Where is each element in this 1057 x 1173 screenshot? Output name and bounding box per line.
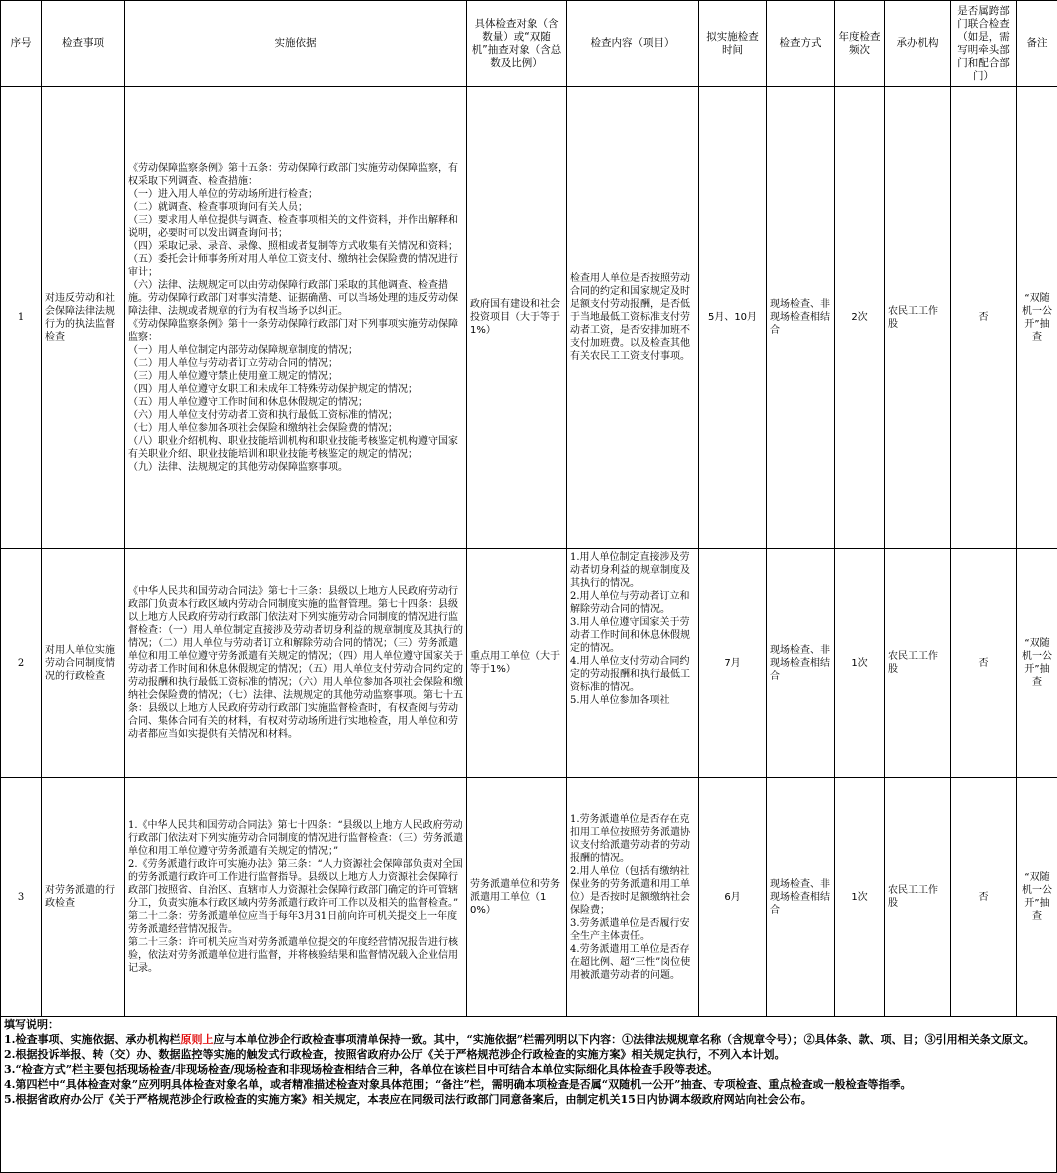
row-frequency: 1次 [835, 778, 885, 1017]
basis-line: （一）用人单位制定内部劳动保障规章制度的情况； [128, 344, 358, 356]
basis-line: （五）用人单位遵守工作时间和休息休假规定的情况； [128, 396, 368, 408]
filling-instructions [0, 1016, 1057, 1173]
note-1 [4, 1032, 1053, 1047]
row-joint: 否 [951, 778, 1017, 1017]
row-content [567, 549, 699, 778]
header-row [1, 1, 1057, 87]
content-line: 3.劳务派遣单位是否履行安全生产主体责任。 [570, 917, 690, 942]
notes-title: 填写说明： [4, 1018, 59, 1031]
content-line: 2.用人单位（包括有缴纳社保业务的劳务派遣和用工单位）是否按时足额缴纳社会保险费； [570, 865, 690, 916]
row-basis [125, 87, 467, 549]
row-org: 农民工工作股 [885, 87, 951, 549]
content-line: 4.用人单位支付劳动合同约定的劳动报酬和执行最低工资标准的情况。 [570, 656, 690, 693]
basis-line: 《劳动保障监察条例》第十五条：劳动保障行政部门实施劳动保障监察，有权采取下列调查、检查措施： [128, 162, 458, 187]
table-row [1, 778, 1057, 1017]
content-line: 2.用人单位与劳动者订立和解除劳动合同的情况。 [570, 591, 690, 615]
header-target: 具体检查对象（含数量）或“双随机”抽查对象（含总数及比例） [467, 1, 567, 87]
content-line: 检查用人单位是否按照劳动合同的约定和国家规定及时足额支付劳动报酬，是否低于当地最低工资标准支付劳动者工资，是否安排加班不支付加班费。以及检查其他有关农民工工资支付事项。 [570, 273, 690, 362]
row-remark: “双随机一公开”抽查 [1017, 778, 1057, 1017]
content-line: 1.劳务派遣单位是否存在克扣用工单位按照劳务派遣协议支付给派遣劳动者的劳动报酬的情况。 [570, 813, 690, 864]
basis-line: 1.《中华人民共和国劳动合同法》第七十四条：“县级以上地方人民政府劳动行政部门依法对下列实施劳动合同制度的情况进行监督检查：（三）劳务派遣单位和用工单位遵守劳务派遣有关规定的情况；” [128, 820, 463, 857]
basis-line: （五）委托会计师事务所对用人单位工资支付、缴纳社会保险费的情况进行审计； [128, 253, 458, 278]
basis-line: （三）要求用人单位提供与调查、检查事项相关的文件资料，并作出解释和说明，必要时可以发出调查询问书； [128, 214, 458, 239]
basis-line: 《劳动保障监察条例》第十一条劳动保障行政部门对下列事项实施劳动保障监察： [128, 318, 458, 343]
row-no: 1 [1, 87, 42, 549]
row-remark: “双随机一公开”抽查 [1017, 87, 1057, 549]
row-frequency: 2次 [835, 87, 885, 549]
basis-line: （九）法律、法规规定的其他劳动保障监察事项。 [128, 461, 348, 473]
basis-line: 2.《劳务派遣行政许可实施办法》第三条：“人力资源社会保障部负责对全国的劳务派遣行政许可工作进行监督指导。县级以上地方人力资源社会保障行政部门按照省、自治区、直辖市人力资源社会保障行政部门确定的许可管辖分工，负责实施本行政区域内劳务派遣行政许可工作以及相关的监督检查。” [128, 859, 463, 909]
note-1-text-cont: 应与本单位涉企行政检查事项清单保持一致。其中，“实施依据”栏需列明以下内容：①法律法规规章名称（含规章令号）；②具体条、款、项、目；③引用相关条文原文。 [213, 1033, 1035, 1046]
basis-line: （二）就调查、检查事项询问有关人员； [128, 201, 308, 213]
row-frequency: 1次 [835, 549, 885, 778]
basis-line: （二）用人单位与劳动者订立劳动合同的情况； [128, 357, 338, 369]
row-time: 5月、10月 [699, 87, 767, 549]
row-method: 现场检查、非现场检查相结合 [767, 87, 835, 549]
basis-line: （七）用人单位参加各项社会保险和缴纳社会保险费的情况； [128, 422, 398, 434]
row-basis [125, 778, 467, 1017]
basis-line: （三）用人单位遵守禁止使用童工规定的情况； [128, 370, 338, 382]
row-target: 政府国有建设和社会投资项目（大于等于1%） [467, 87, 567, 549]
row-time: 7月 [699, 549, 767, 778]
row-no: 2 [1, 549, 42, 778]
row-time: 6月 [699, 778, 767, 1017]
basis-line: （六）用人单位支付劳动者工资和执行最低工资标准的情况； [128, 409, 398, 421]
content-line: 4.劳务派遣用工单位是否存在超比例、超“三性”岗位使用被派遣劳动者的问题。 [570, 943, 691, 981]
basis-line: （八）职业介绍机构、职业技能培训机构和职业技能考核鉴定机构遵守国家有关职业介绍、职业技能培训和职业技能考核鉴定的规定的情况； [128, 435, 458, 460]
note-5: 5.根据省政府办公厅《关于严格规范涉企行政检查的实施方案》相关规定，本表应在同级司法行政部门同意备案后，由制定机关15日内协调本级政府网站向社会公布。 [4, 1093, 812, 1106]
header-basis: 实施依据 [125, 1, 467, 87]
basis-line: 第二十二条：劳务派遣单位应当于每年3月31日前向许可机关提交上一年度劳务派遣经营情况报告。 [128, 911, 458, 935]
note-3: 3.“检查方式”栏主要包括现场检查/非现场检查/现场检查和非现场检查相结合三种，各单位在该栏目中可结合本单位实际细化具体检查手段等表述。 [4, 1063, 719, 1076]
row-content [567, 87, 699, 549]
row-item: 对用人单位实施劳动合同制度情况的行政检查 [42, 549, 125, 778]
header-remark: 备注 [1017, 1, 1057, 87]
row-method: 现场检查、非现场检查相结合 [767, 549, 835, 778]
row-item: 对劳务派遣的行政检查 [42, 778, 125, 1017]
header-method: 检查方式 [767, 1, 835, 87]
note-1-text: 1.检查事项、实施依据、承办机构栏 [4, 1033, 181, 1046]
content-line: 3.用人单位遵守国家关于劳动者工作时间和休息休假规定的情况。 [570, 617, 690, 654]
table-row [1, 87, 1057, 549]
header-time: 拟实施检查时间 [699, 1, 767, 87]
note-4: 4.第四栏中“具体检查对象”应列明具体检查对象名单，或者精准描述检查对象具体范围；“备注”栏，需明确本项检查是否属“双随机一公开”抽查、专项检查、重点检查或一般检查等指季。 [4, 1078, 912, 1091]
header-org: 承办机构 [885, 1, 951, 87]
row-org: 农民工工作股 [885, 549, 951, 778]
header-frequency: 年度检查频次 [835, 1, 885, 87]
row-no: 3 [1, 778, 42, 1017]
row-joint: 否 [951, 549, 1017, 778]
basis-line: 《中华人民共和国劳动合同法》第七十三条：县级以上地方人民政府劳动行政部门负责本行政区域内劳动合同制度实施的监督管理。第七十四条：县级以上地方人民政府劳动行政部门依法对下列实施劳动合同制度的情况进行监督检查：（一）用人单位制定直接涉及劳动者切身利益的规章制度及其执行的情况；（二）用人单位与劳动者订立和解除劳动合同的情况；（三）劳务派遣单位和用工单位遵守劳务派遣有关规定的情况；（四）用人单位遵守国家关于劳动者工作时间和休息休假规定的情况；（五）用人单位支付劳动合同约定的劳动报酬和执行最低工资标准的情况；（六）用人单位参加各项社会保险和缴纳社会保险费的情况；（七）法律、法规规定的其他劳动监察事项。第七十五条：县级以上地方人民政府劳动行政部门实施监督检查时，有权查阅与劳动合同、集体合同有关的材料，有权对劳动场所进行实地检查，用人单位和劳动者都应当如实提供有关情况和材料。 [128, 586, 463, 740]
content-line: 5.用人单位参加各项社 [570, 695, 670, 706]
header-joint: 是否属跨部门联合检查（如是，需写明牵头部门和配合部门） [951, 1, 1017, 87]
table-row [1, 549, 1057, 778]
row-content [567, 778, 699, 1017]
basis-line: （六）法律、法规规定可以由劳动保障行政部门采取的其他调查、检查措施。劳动保障行政部门对事实清楚、证据确凿、可以当场处理的违反劳动保障法律、法规或者规章的行为有权当场予以纠正。 [128, 279, 458, 317]
row-item: 对违反劳动和社会保障法律法规行为的执法监督检查 [42, 87, 125, 549]
basis-line: （四）用人单位遵守女职工和未成年工特殊劳动保护规定的情况； [128, 383, 418, 395]
basis-line: （一）进入用人单位的劳动场所进行检查； [128, 188, 318, 200]
basis-line: 第二十三条：许可机关应当对劳务派遣单位提交的年度经营情况报告进行核验，依法对劳务派遣单位进行监督，并将核验结果和监督情况载入企业信用记录。 [128, 937, 458, 974]
row-method: 现场检查、非现场检查相结合 [767, 778, 835, 1017]
row-joint: 否 [951, 87, 1017, 549]
row-remark: “双随机一公开”抽查 [1017, 549, 1057, 778]
header-content: 检查内容（项目） [567, 1, 699, 87]
row-org: 农民工工作股 [885, 778, 951, 1017]
header-no: 序号 [1, 1, 42, 87]
note-1-highlight: 原则上 [180, 1033, 214, 1046]
content-line: 1.用人单位制定直接涉及劳动者切身利益的规章制度及其执行的情况。 [570, 552, 690, 589]
row-target: 劳务派遣单位和劳务派遣用工单位（10%） [467, 778, 567, 1017]
note-2: 2.根据投诉举报、转（交）办、数据监控等实施的触发式行政检查，按照省政府办公厅《关于严格规范涉企行政检查的实施方案》相关规定执行，不列入本计划。 [4, 1048, 786, 1061]
row-target: 重点用工单位（大于等于1%） [467, 549, 567, 778]
row-basis [125, 549, 467, 778]
basis-line: （四）采取记录、录音、录像、照相或者复制等方式收集有关情况和资料； [128, 240, 458, 252]
header-item: 检查事项 [42, 1, 125, 87]
